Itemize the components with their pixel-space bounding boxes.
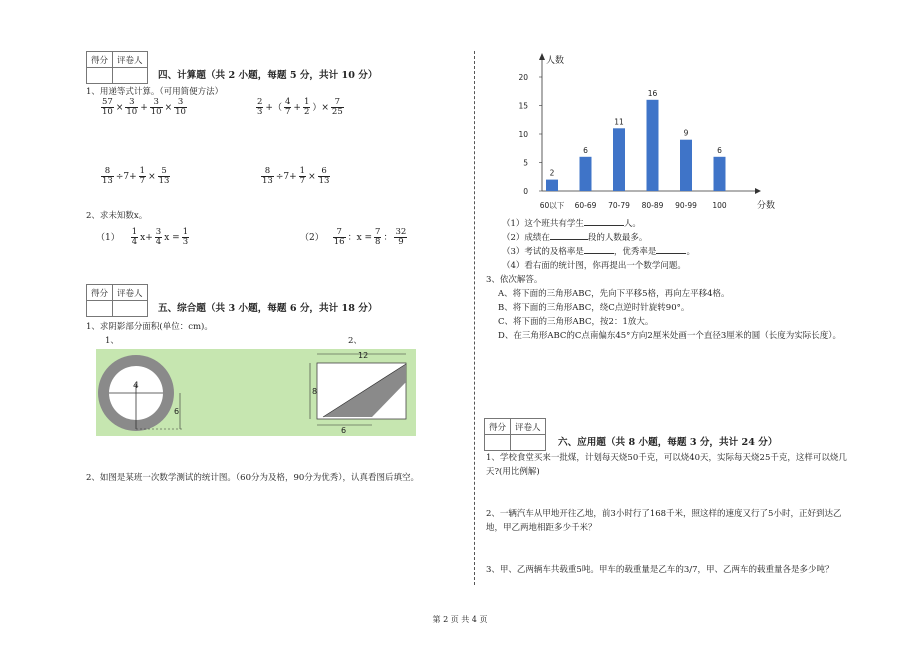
fraction: $\frac{2}{3}$ bbox=[257, 97, 263, 118]
score-box-section5 bbox=[86, 284, 148, 317]
score-label: 得分 bbox=[87, 52, 113, 68]
bar bbox=[647, 100, 659, 191]
section5-q3: 3、依次解答。 bbox=[486, 275, 543, 285]
equation-2: （2） $\frac{7}{16}$ ：x = $\frac{7}{8}$ ： $\frac{32}{9}$ bbox=[300, 227, 407, 248]
bar bbox=[580, 157, 592, 191]
expression-1: $\frac{57}{10}$ × $\frac{3}{10}$ + $\frac{3}{10}$ × $\frac{3}{10}$ bbox=[102, 97, 186, 118]
fraction: $\frac{3}{10}$ bbox=[175, 97, 186, 118]
score-box-section6 bbox=[484, 418, 546, 451]
fraction: $\frac{4}{7}$ bbox=[284, 97, 291, 118]
grader-label: 评卷人 bbox=[113, 285, 148, 301]
y-tick-label: 0 bbox=[523, 187, 528, 196]
fraction: $\frac{1}{3}$ bbox=[182, 227, 189, 248]
chart-question-4: （4）看右面的统计图，你再提出一个数学问题。 bbox=[502, 261, 686, 271]
x-axis-arrow bbox=[755, 188, 761, 194]
score-label: 得分 bbox=[87, 285, 113, 301]
fraction: $\frac{7}{8}$ bbox=[375, 227, 381, 248]
fraction: $\frac{8}{13}$ bbox=[262, 166, 273, 187]
chart-question-1: （1）这个班共有学生 人。 bbox=[502, 219, 641, 229]
y-axis-label: 人数 bbox=[546, 56, 565, 66]
answer-blank[interactable] bbox=[656, 253, 686, 254]
fraction: $\frac{3}{4}$ bbox=[155, 227, 162, 248]
figure2-rectangle-diagram bbox=[306, 349, 416, 436]
bar bbox=[613, 128, 625, 191]
figure1-label: 1、 bbox=[105, 336, 119, 346]
category-label: 70-79 bbox=[608, 201, 630, 210]
grader-cell bbox=[113, 68, 148, 84]
score-cell bbox=[87, 68, 113, 84]
fraction: $\frac{1}{2}$ bbox=[303, 97, 310, 118]
section6-q2-line1: 2、一辆汽车从甲地开往乙地，前3小时行了168千米，照这样的速度又行了5小时，正好到达乙 bbox=[486, 509, 842, 519]
y-tick-label: 20 bbox=[518, 73, 528, 82]
category-label: 100 bbox=[712, 201, 727, 210]
bar bbox=[546, 180, 558, 191]
fraction: $\frac{7}{25}$ bbox=[331, 97, 343, 118]
score-label: 得分 bbox=[485, 419, 511, 435]
fraction: $\frac{3}{10}$ bbox=[150, 97, 162, 118]
category-label: 90-99 bbox=[675, 201, 697, 210]
bar-value-label: 16 bbox=[647, 88, 658, 98]
section6-q3: 3、甲、乙两辆车共载重5吨。甲车的载重量是乙车的3/7，甲、乙两车的载重量各是多少吨？ bbox=[486, 565, 834, 575]
section4-q2: 2、求未知数x。 bbox=[86, 211, 148, 221]
section6-title: 六、应用题（共 8 小题，每题 3 分，共计 24 分） bbox=[558, 437, 778, 448]
section6-q1-line2: 天?(用比例解) bbox=[486, 467, 540, 477]
section4-title: 四、计算题（共 2 小题，每题 5 分，共计 10 分） bbox=[158, 70, 378, 81]
section5-q2: 2、如图是某班一次数学测试的统计图。（60分为及格，90分为优秀），认真看图后填空。 bbox=[86, 473, 420, 483]
fraction: $\frac{7}{16}$ bbox=[333, 227, 345, 248]
fraction: $\frac{5}{13}$ bbox=[158, 166, 170, 187]
score-bar-chart bbox=[500, 50, 780, 220]
section5-title: 五、综合题（共 3 小题，每题 6 分，共计 18 分） bbox=[158, 303, 378, 314]
grader-cell bbox=[511, 435, 546, 451]
fraction: $\frac{3}{10}$ bbox=[126, 97, 138, 118]
x-axis-label: 分数 bbox=[757, 201, 776, 211]
bar-value-label: 6 bbox=[583, 145, 588, 155]
label-6: 6 bbox=[174, 407, 180, 416]
score-box-section4 bbox=[86, 51, 148, 84]
label-12: 12 bbox=[358, 351, 369, 360]
figure1-ring-diagram bbox=[96, 349, 308, 436]
expression-3: $\frac{8}{13}$ ÷7+ $\frac{1}{7}$ × $\frac{5}{13}$ bbox=[102, 166, 170, 187]
y-tick-label: 10 bbox=[518, 130, 528, 139]
fraction: $\frac{1}{7}$ bbox=[299, 166, 306, 187]
category-label: 60-69 bbox=[574, 201, 597, 210]
equation-1: （1） $\frac{1}{4}$ x+ $\frac{3}{4}$ x = $\frac{1}{3}$ bbox=[96, 227, 189, 248]
fraction: $\frac{6}{13}$ bbox=[318, 166, 330, 187]
fraction: $\frac{1}{4}$ bbox=[131, 227, 138, 248]
section5-q3-d: D、在三角形ABC的C点南偏东45°方向2厘米处画一个直径3厘米的圆（长度为实际长度）。 bbox=[498, 331, 842, 341]
chart-question-2: （2）成绩在 段的人数最多。 bbox=[502, 233, 648, 243]
y-tick-label: 15 bbox=[518, 101, 528, 111]
expression-2: $\frac{2}{3}$ +（ $\frac{4}{7}$ + $\frac{1}{2}$ ）× $\frac{7}{25}$ bbox=[257, 97, 343, 118]
label-4: 4 bbox=[133, 381, 139, 391]
section5-q3-b: B、将下面的三角形ABC，绕C点逆时针旋转90°。 bbox=[498, 303, 690, 313]
grader-label: 评卷人 bbox=[511, 419, 546, 435]
section4-q1: 1、用递等式计算。（可用简便方法） bbox=[86, 87, 224, 97]
y-tick-label: 5 bbox=[523, 158, 528, 168]
section5-q1: 1、求阴影部分面积(单位：cm)。 bbox=[86, 322, 213, 332]
score-cell bbox=[87, 301, 113, 317]
bar-value-label: 11 bbox=[614, 117, 624, 127]
expression-4: $\frac{8}{13}$ ÷7+ $\frac{1}{7}$ × $\frac{6}{13}$ bbox=[262, 166, 330, 187]
grader-cell bbox=[113, 301, 148, 317]
label-6: 6 bbox=[341, 426, 347, 435]
fraction: $\frac{8}{13}$ bbox=[102, 166, 113, 187]
category-label: 60以下 bbox=[539, 201, 565, 210]
bar-value-label: 6 bbox=[717, 145, 722, 155]
answer-blank[interactable] bbox=[550, 239, 588, 240]
bar bbox=[680, 140, 692, 191]
bar bbox=[714, 157, 726, 191]
section6-q2-line2: 地，甲乙两地相距多少千米？ bbox=[486, 523, 597, 533]
answer-blank[interactable] bbox=[584, 225, 624, 226]
answer-blank[interactable] bbox=[584, 253, 614, 254]
grader-label: 评卷人 bbox=[113, 52, 148, 68]
fraction: $\frac{57}{10}$ bbox=[102, 97, 113, 118]
section5-q3-a: A、将下面的三角形ABC，先向下平移5格，再向左平移4格。 bbox=[498, 289, 730, 299]
label-8: 8 bbox=[312, 387, 318, 396]
page-footer: 第 2 页 共 4 页 bbox=[432, 615, 488, 624]
column-divider bbox=[474, 51, 475, 585]
bar-value-label: 2 bbox=[549, 168, 555, 178]
fraction: $\frac{32}{9}$ bbox=[395, 227, 407, 248]
score-cell bbox=[485, 435, 511, 451]
figure2-label: 2、 bbox=[348, 336, 362, 346]
section5-q3-c: C、将下面的三角形ABC，按2：1放大。 bbox=[498, 317, 654, 327]
category-label: 80-89 bbox=[641, 201, 664, 210]
bar-value-label: 9 bbox=[683, 128, 689, 138]
chart-question-3: （3）考试的及格率是 ，优秀率是 。 bbox=[502, 247, 695, 257]
section6-q1-line1: 1、学校食堂买来一批煤，计划每天烧50千克，可以烧40天，实际每天烧25千克，这样可以烧几 bbox=[486, 453, 847, 463]
fraction: $\frac{1}{7}$ bbox=[139, 166, 146, 187]
y-axis-arrow bbox=[539, 53, 545, 60]
